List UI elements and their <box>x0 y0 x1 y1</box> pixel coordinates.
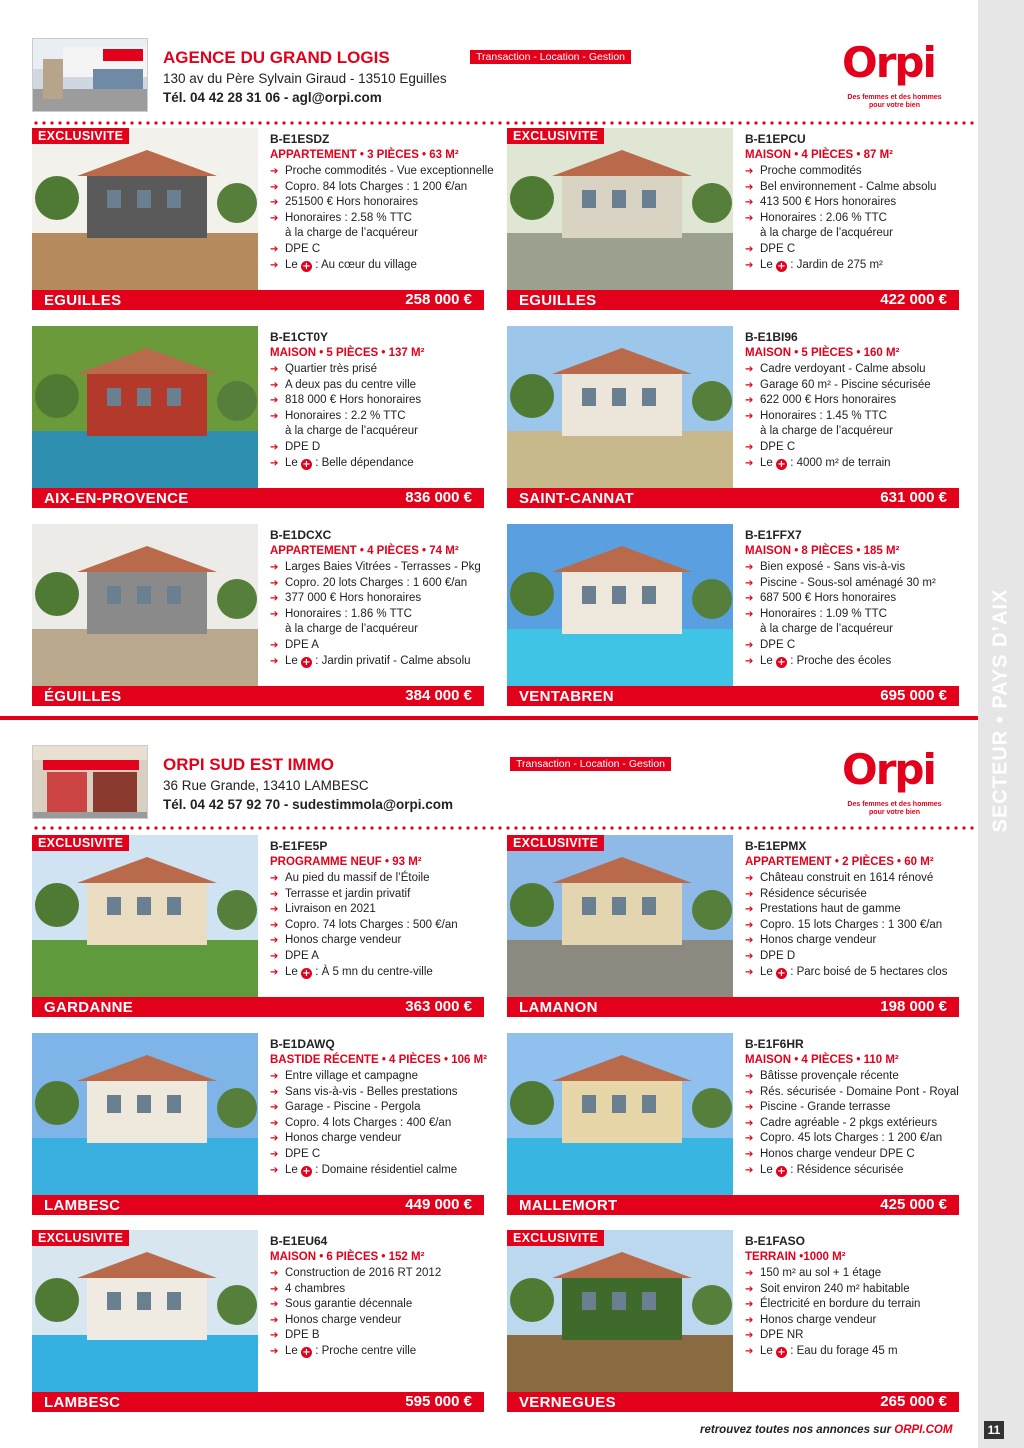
listing-card[interactable] <box>507 326 959 508</box>
listing-feature: ➔ DPE D <box>745 949 965 965</box>
listing-highlight: ➔ Le + : Belle dépendance <box>270 456 490 472</box>
listing-feature: ➔ Copro. 45 lots Charges : 1 200 €/an <box>745 1131 965 1147</box>
listing-card[interactable] <box>507 524 959 706</box>
listing-price: 265 000 € <box>880 1393 947 1410</box>
logo-word: Orpi <box>842 38 935 87</box>
listing-feature: ➔ 818 000 € Hors honoraires <box>270 393 490 409</box>
listing-feature: ➔ Sans vis-à-vis - Belles prestations <box>270 1085 490 1101</box>
listing-photo[interactable] <box>32 835 258 997</box>
listing-feature: ➔ Au pied du massif de l’Étoile <box>270 871 490 887</box>
listing-feature: ➔ Copro. 74 lots Charges : 500 €/an <box>270 918 490 934</box>
listing-ref: B-E1CT0Y <box>270 330 329 344</box>
exclusive-badge: EXCLUSIVITE <box>32 835 129 851</box>
listing-bar <box>32 488 484 508</box>
listing-highlight: ➔ Le + : 4000 m² de terrain <box>745 456 965 472</box>
plus-icon: + <box>777 260 786 272</box>
plus-icon: + <box>302 1346 311 1358</box>
listing-highlight: ➔ Le + : Jardin de 275 m² <box>745 258 965 274</box>
listing-details <box>745 528 965 669</box>
plus-icon: + <box>777 656 786 668</box>
listing-price: 595 000 € <box>405 1393 472 1410</box>
listing-details <box>270 1234 490 1360</box>
listing-details <box>745 839 965 980</box>
listing-highlight: ➔ Le + : Jardin privatif - Calme absolu <box>270 654 490 670</box>
listing-city: VERNEGUES <box>519 1394 616 1411</box>
listing-feature: à la charge de l’acquéreur <box>760 623 893 636</box>
listing-ref: B-E1ESDZ <box>270 132 330 146</box>
listing-feature: ➔ Livraison en 2021 <box>270 902 490 918</box>
listing-city: AIX-EN-PROVENCE <box>44 490 189 507</box>
listing-feature: ➔ Honos charge vendeur <box>270 1313 490 1329</box>
listing-card[interactable] <box>32 128 494 310</box>
listing-details <box>745 1234 965 1360</box>
listing-ref: B-E1BI96 <box>745 330 798 344</box>
sidebar-label-wrap <box>978 560 1024 860</box>
listing-ref: B-E1DAWQ <box>270 1037 335 1051</box>
listing-feature: ➔ 622 000 € Hors honoraires <box>745 393 965 409</box>
listing-ref: B-E1EPCU <box>745 132 806 146</box>
listing-feature: ➔ Honoraires : 1.86 % TTC <box>270 607 490 623</box>
listing-photo[interactable] <box>507 524 733 686</box>
listing-feature: ➔ Piscine - Grande terrasse <box>745 1100 965 1116</box>
listing-photo[interactable] <box>507 128 733 290</box>
listing-type: APPARTEMENT • 4 PIÈCES • 74 M² <box>270 545 459 557</box>
listing-feature: ➔ Château construit en 1614 rénové <box>745 871 965 887</box>
listing-photo[interactable] <box>507 326 733 488</box>
listing-bar <box>507 1195 959 1215</box>
listing-feature: ➔ Honoraires : 2.2 % TTC <box>270 409 490 425</box>
listing-ref: B-E1FASO <box>745 1234 806 1248</box>
listing-feature: ➔ Garage - Piscine - Pergola <box>270 1100 490 1116</box>
listing-feature: ➔ DPE C <box>270 242 490 258</box>
listing-feature: ➔ Honos charge vendeur DPE C <box>745 1147 965 1163</box>
listing-feature: ➔ Copro. 84 lots Charges : 1 200 €/an <box>270 180 490 196</box>
listing-feature: ➔ DPE A <box>270 638 490 654</box>
listing-feature: ➔ Bel environnement - Calme absolu <box>745 180 965 196</box>
listing-features <box>270 560 490 669</box>
listing-price: 258 000 € <box>405 291 472 308</box>
listing-city: ÉGUILLES <box>44 688 122 705</box>
agency-header-1 <box>32 38 972 118</box>
listing-feature: ➔ Construction de 2016 RT 2012 <box>270 1266 490 1282</box>
listing-features <box>270 362 490 471</box>
dotted-divider <box>32 826 976 830</box>
listing-feature: ➔ Honoraires : 1.45 % TTC <box>745 409 965 425</box>
listing-feature: ➔ 150 m² au sol + 1 étage <box>745 1266 965 1282</box>
agency-services-tag: Transaction - Location - Gestion <box>470 50 631 64</box>
listing-card[interactable] <box>507 1230 959 1412</box>
listing-photo[interactable] <box>32 1230 258 1392</box>
listing-feature: ➔ 377 000 € Hors honoraires <box>270 591 490 607</box>
listing-photo[interactable] <box>507 1230 733 1392</box>
listing-details <box>745 132 965 273</box>
listing-feature: ➔ Soit environ 240 m² habitable <box>745 1282 965 1298</box>
listing-feature: ➔ Entre village et campagne <box>270 1069 490 1085</box>
listing-photo[interactable] <box>507 835 733 997</box>
listing-bar <box>507 488 959 508</box>
agency-address: 36 Rue Grande, 13410 LAMBESC <box>163 778 369 793</box>
listing-photo[interactable] <box>32 326 258 488</box>
listing-feature: à la charge de l’acquéreur <box>285 425 418 438</box>
agency-photo <box>32 38 148 112</box>
listing-feature: ➔ 687 500 € Hors honoraires <box>745 591 965 607</box>
listing-feature: à la charge de l’acquéreur <box>760 425 893 438</box>
listing-details <box>270 528 490 669</box>
listing-feature: ➔ Copro. 20 lots Charges : 1 600 €/an <box>270 576 490 592</box>
listing-feature: ➔ DPE D <box>270 440 490 456</box>
orpi-logo <box>832 745 962 823</box>
listing-features <box>745 560 965 669</box>
agency-name: ORPI SUD EST IMMO <box>163 755 334 774</box>
listing-feature: ➔ Copro. 4 lots Charges : 400 €/an <box>270 1116 490 1132</box>
listing-feature: à la charge de l’acquéreur <box>760 227 893 240</box>
listing-feature: ➔ A deux pas du centre ville <box>270 378 490 394</box>
listing-features <box>745 1069 965 1178</box>
plus-icon: + <box>777 1346 786 1358</box>
listing-price: 422 000 € <box>880 291 947 308</box>
listing-type: MAISON • 8 PIÈCES • 185 M² <box>745 545 900 557</box>
listing-feature: ➔ Larges Baies Vitrées - Terrasses - Pkg <box>270 560 490 576</box>
listing-features <box>270 871 490 980</box>
listing-city: LAMBESC <box>44 1197 121 1214</box>
listing-ref: B-E1EU64 <box>270 1234 328 1248</box>
listing-features <box>270 164 494 273</box>
dotted-divider <box>32 121 976 125</box>
plus-icon: + <box>777 967 786 979</box>
listing-details <box>270 839 490 980</box>
listing-ref: B-E1F6HR <box>745 1037 804 1051</box>
listing-type: MAISON • 4 PIÈCES • 110 M² <box>745 1054 899 1066</box>
listing-ref: B-E1FE5P <box>270 839 328 853</box>
exclusive-badge: EXCLUSIVITE <box>507 128 604 144</box>
exclusive-badge: EXCLUSIVITE <box>32 1230 129 1246</box>
footer-text: retrouvez toutes nos annonces sur ORPI.COM <box>700 1424 953 1436</box>
listing-type: MAISON • 5 PIÈCES • 137 M² <box>270 347 425 359</box>
listing-feature: ➔ DPE B <box>270 1328 490 1344</box>
listing-price: 836 000 € <box>405 489 472 506</box>
logo-tagline: Des femmes et des hommes pour votre bien <box>847 94 942 109</box>
listing-card[interactable] <box>32 835 484 1017</box>
agency-address: 130 av du Père Sylvain Giraud - 13510 Eguilles <box>163 71 447 86</box>
listing-feature: ➔ DPE NR <box>745 1328 965 1344</box>
listing-feature: ➔ Honos charge vendeur <box>745 1313 965 1329</box>
plus-icon: + <box>302 656 311 668</box>
listing-price: 198 000 € <box>880 998 947 1015</box>
listing-bar <box>32 290 484 310</box>
listing-photo[interactable] <box>32 128 258 290</box>
listing-highlight: ➔ Le + : Résidence sécurisée <box>745 1163 965 1179</box>
listing-feature: ➔ DPE C <box>745 638 965 654</box>
listing-feature: ➔ Quartier très prisé <box>270 362 490 378</box>
listing-feature: à la charge de l’acquéreur <box>285 227 418 240</box>
listing-feature: ➔ Proche commodités <box>745 164 965 180</box>
agency-name: AGENCE DU GRAND LOGIS <box>163 48 390 67</box>
exclusive-badge: EXCLUSIVITE <box>507 1230 604 1246</box>
listing-details <box>270 1037 490 1178</box>
listing-feature: ➔ Piscine - Sous-sol aménagé 30 m² <box>745 576 965 592</box>
listing-city: LAMANON <box>519 999 598 1016</box>
listing-features <box>745 1266 965 1360</box>
listing-photo[interactable] <box>507 1033 733 1195</box>
listing-highlight: ➔ Le + : Proche des écoles <box>745 654 965 670</box>
agency-photo <box>32 745 148 819</box>
listing-feature: ➔ Copro. 15 lots Charges : 1 300 €/an <box>745 918 965 934</box>
listing-details <box>270 132 494 273</box>
listing-card[interactable] <box>507 128 959 310</box>
plus-icon: + <box>302 260 311 272</box>
logo-tagline: Des femmes et des hommes pour votre bien <box>847 801 942 816</box>
listing-feature: ➔ Électricité en bordure du terrain <box>745 1297 965 1313</box>
plus-icon: + <box>302 967 311 979</box>
listing-ref: B-E1EPMX <box>745 839 807 853</box>
listing-city: SAINT-CANNAT <box>519 490 634 507</box>
listing-highlight: ➔ Le + : Eau du forage 45 m <box>745 1344 965 1360</box>
listing-highlight: ➔ Le + : À 5 mn du centre-ville <box>270 965 490 981</box>
listing-city: MALLEMORT <box>519 1197 618 1214</box>
page-number: 11 <box>984 1421 1004 1439</box>
listing-feature: ➔ Honos charge vendeur <box>745 933 965 949</box>
plus-icon: + <box>777 1165 786 1177</box>
listing-features <box>745 164 965 273</box>
listing-bar <box>507 290 959 310</box>
listing-feature: ➔ Bien exposé - Sans vis-à-vis <box>745 560 965 576</box>
listing-feature: ➔ Honos charge vendeur <box>270 1131 490 1147</box>
listing-feature: ➔ Bâtisse provençale récente <box>745 1069 965 1085</box>
listing-type: MAISON • 4 PIÈCES • 87 M² <box>745 149 894 161</box>
listing-highlight: ➔ Le + : Proche centre ville <box>270 1344 490 1360</box>
listing-feature: à la charge de l’acquéreur <box>285 623 418 636</box>
listing-card[interactable] <box>507 1033 959 1215</box>
agency-services-tag: Transaction - Location - Gestion <box>510 757 671 771</box>
listing-features <box>270 1266 490 1360</box>
listing-feature: ➔ Honoraires : 2.58 % TTC <box>270 211 490 227</box>
listing-photo[interactable] <box>32 524 258 686</box>
plus-icon: + <box>302 1165 311 1177</box>
exclusive-badge: EXCLUSIVITE <box>507 835 604 851</box>
listing-feature: ➔ Cadre agréable - 2 pkgs extérieurs <box>745 1116 965 1132</box>
listing-city: EGUILLES <box>519 292 597 309</box>
listing-card[interactable] <box>32 1033 488 1215</box>
listing-bar <box>32 686 484 706</box>
agency-contact: Tél. 04 42 57 92 70 - sudestimmola@orpi.com <box>163 797 454 812</box>
listing-type: APPARTEMENT • 3 PIÈCES • 63 M² <box>270 149 459 161</box>
listing-feature: ➔ Proche commodités - Vue exceptionnelle <box>270 164 490 180</box>
listing-feature: ➔ Garage 60 m² - Piscine sécurisée <box>745 378 965 394</box>
listing-highlight: ➔ Le + : Domaine résidentiel calme <box>270 1163 490 1179</box>
listing-ref: B-E1FFX7 <box>745 528 802 542</box>
listing-type: APPARTEMENT • 2 PIÈCES • 60 M² <box>745 856 934 868</box>
listing-card[interactable] <box>507 835 959 1017</box>
listing-feature: ➔ Résidence sécurisée <box>745 887 965 903</box>
listing-bar <box>507 686 959 706</box>
listing-feature: ➔ Honoraires : 1.09 % TTC <box>745 607 965 623</box>
listing-card[interactable] <box>32 524 484 706</box>
listing-price: 363 000 € <box>405 998 472 1015</box>
listing-highlight: ➔ Le + : Au cœur du village <box>270 258 490 274</box>
listing-city: GARDANNE <box>44 999 134 1016</box>
listing-feature: ➔ Terrasse et jardin privatif <box>270 887 490 903</box>
listing-bar <box>507 1392 959 1412</box>
footer-site-link[interactable]: ORPI.COM <box>894 1424 953 1436</box>
logo-word: Orpi <box>842 745 935 794</box>
plus-icon: + <box>777 458 786 470</box>
listing-feature: ➔ Prestations haut de gamme <box>745 902 965 918</box>
listing-ref: B-E1DCXC <box>270 528 332 542</box>
listing-feature: ➔ DPE A <box>270 949 490 965</box>
listing-bar <box>32 1195 484 1215</box>
plus-icon: + <box>302 458 311 470</box>
listing-feature: ➔ Rés. sécurisée - Domaine Pont - Royal <box>745 1085 965 1101</box>
listing-feature: ➔ DPE C <box>745 440 965 456</box>
listing-photo[interactable] <box>32 1033 258 1195</box>
listing-features <box>745 362 965 471</box>
listing-feature: ➔ 413 500 € Hors honoraires <box>745 195 965 211</box>
listing-price: 695 000 € <box>880 687 947 704</box>
listing-feature: ➔ 251500 € Hors honoraires <box>270 195 490 211</box>
listing-details <box>745 330 965 471</box>
exclusive-badge: EXCLUSIVITE <box>32 128 129 144</box>
listing-card[interactable] <box>32 326 484 508</box>
listing-price: 631 000 € <box>880 489 947 506</box>
listing-features <box>745 871 965 980</box>
agency-contact: Tél. 04 42 28 31 06 - agl@orpi.com <box>163 90 382 105</box>
listing-details <box>270 330 490 471</box>
agency-header-2 <box>32 745 972 825</box>
listing-highlight: ➔ Le + : Parc boisé de 5 hectares clos <box>745 965 965 981</box>
listing-type: MAISON • 5 PIÈCES • 160 M² <box>745 347 900 359</box>
orpi-logo <box>832 38 962 116</box>
listing-bar <box>507 997 959 1017</box>
listing-price: 384 000 € <box>405 687 472 704</box>
section-divider <box>0 716 978 722</box>
listing-feature: ➔ Honos charge vendeur <box>270 933 490 949</box>
listing-type: PROGRAMME NEUF • 93 M² <box>270 856 422 868</box>
listing-price: 425 000 € <box>880 1196 947 1213</box>
listing-city: LAMBESC <box>44 1394 121 1411</box>
listing-card[interactable] <box>32 1230 484 1412</box>
listing-bar <box>32 997 484 1017</box>
listing-type: TERRAIN •1000 M² <box>745 1251 846 1263</box>
listing-type: MAISON • 6 PIÈCES • 152 M² <box>270 1251 425 1263</box>
listing-city: EGUILLES <box>44 292 122 309</box>
listing-features <box>270 1069 490 1178</box>
listing-price: 449 000 € <box>405 1196 472 1213</box>
listing-feature: ➔ Honoraires : 2.06 % TTC <box>745 211 965 227</box>
listing-feature: ➔ 4 chambres <box>270 1282 490 1298</box>
listing-feature: ➔ Sous garantie décennale <box>270 1297 490 1313</box>
sidebar-label: SECTEUR • PAYS D’AIX <box>989 588 1012 832</box>
listing-feature: ➔ DPE C <box>745 242 965 258</box>
listing-details <box>745 1037 965 1178</box>
listing-type: BASTIDE RÉCENTE • 4 PIÈCES • 106 M² <box>270 1054 488 1066</box>
listing-bar <box>32 1392 484 1412</box>
listing-city: VENTABREN <box>519 688 614 705</box>
listing-feature: ➔ DPE C <box>270 1147 490 1163</box>
listing-feature: ➔ Cadre verdoyant - Calme absolu <box>745 362 965 378</box>
